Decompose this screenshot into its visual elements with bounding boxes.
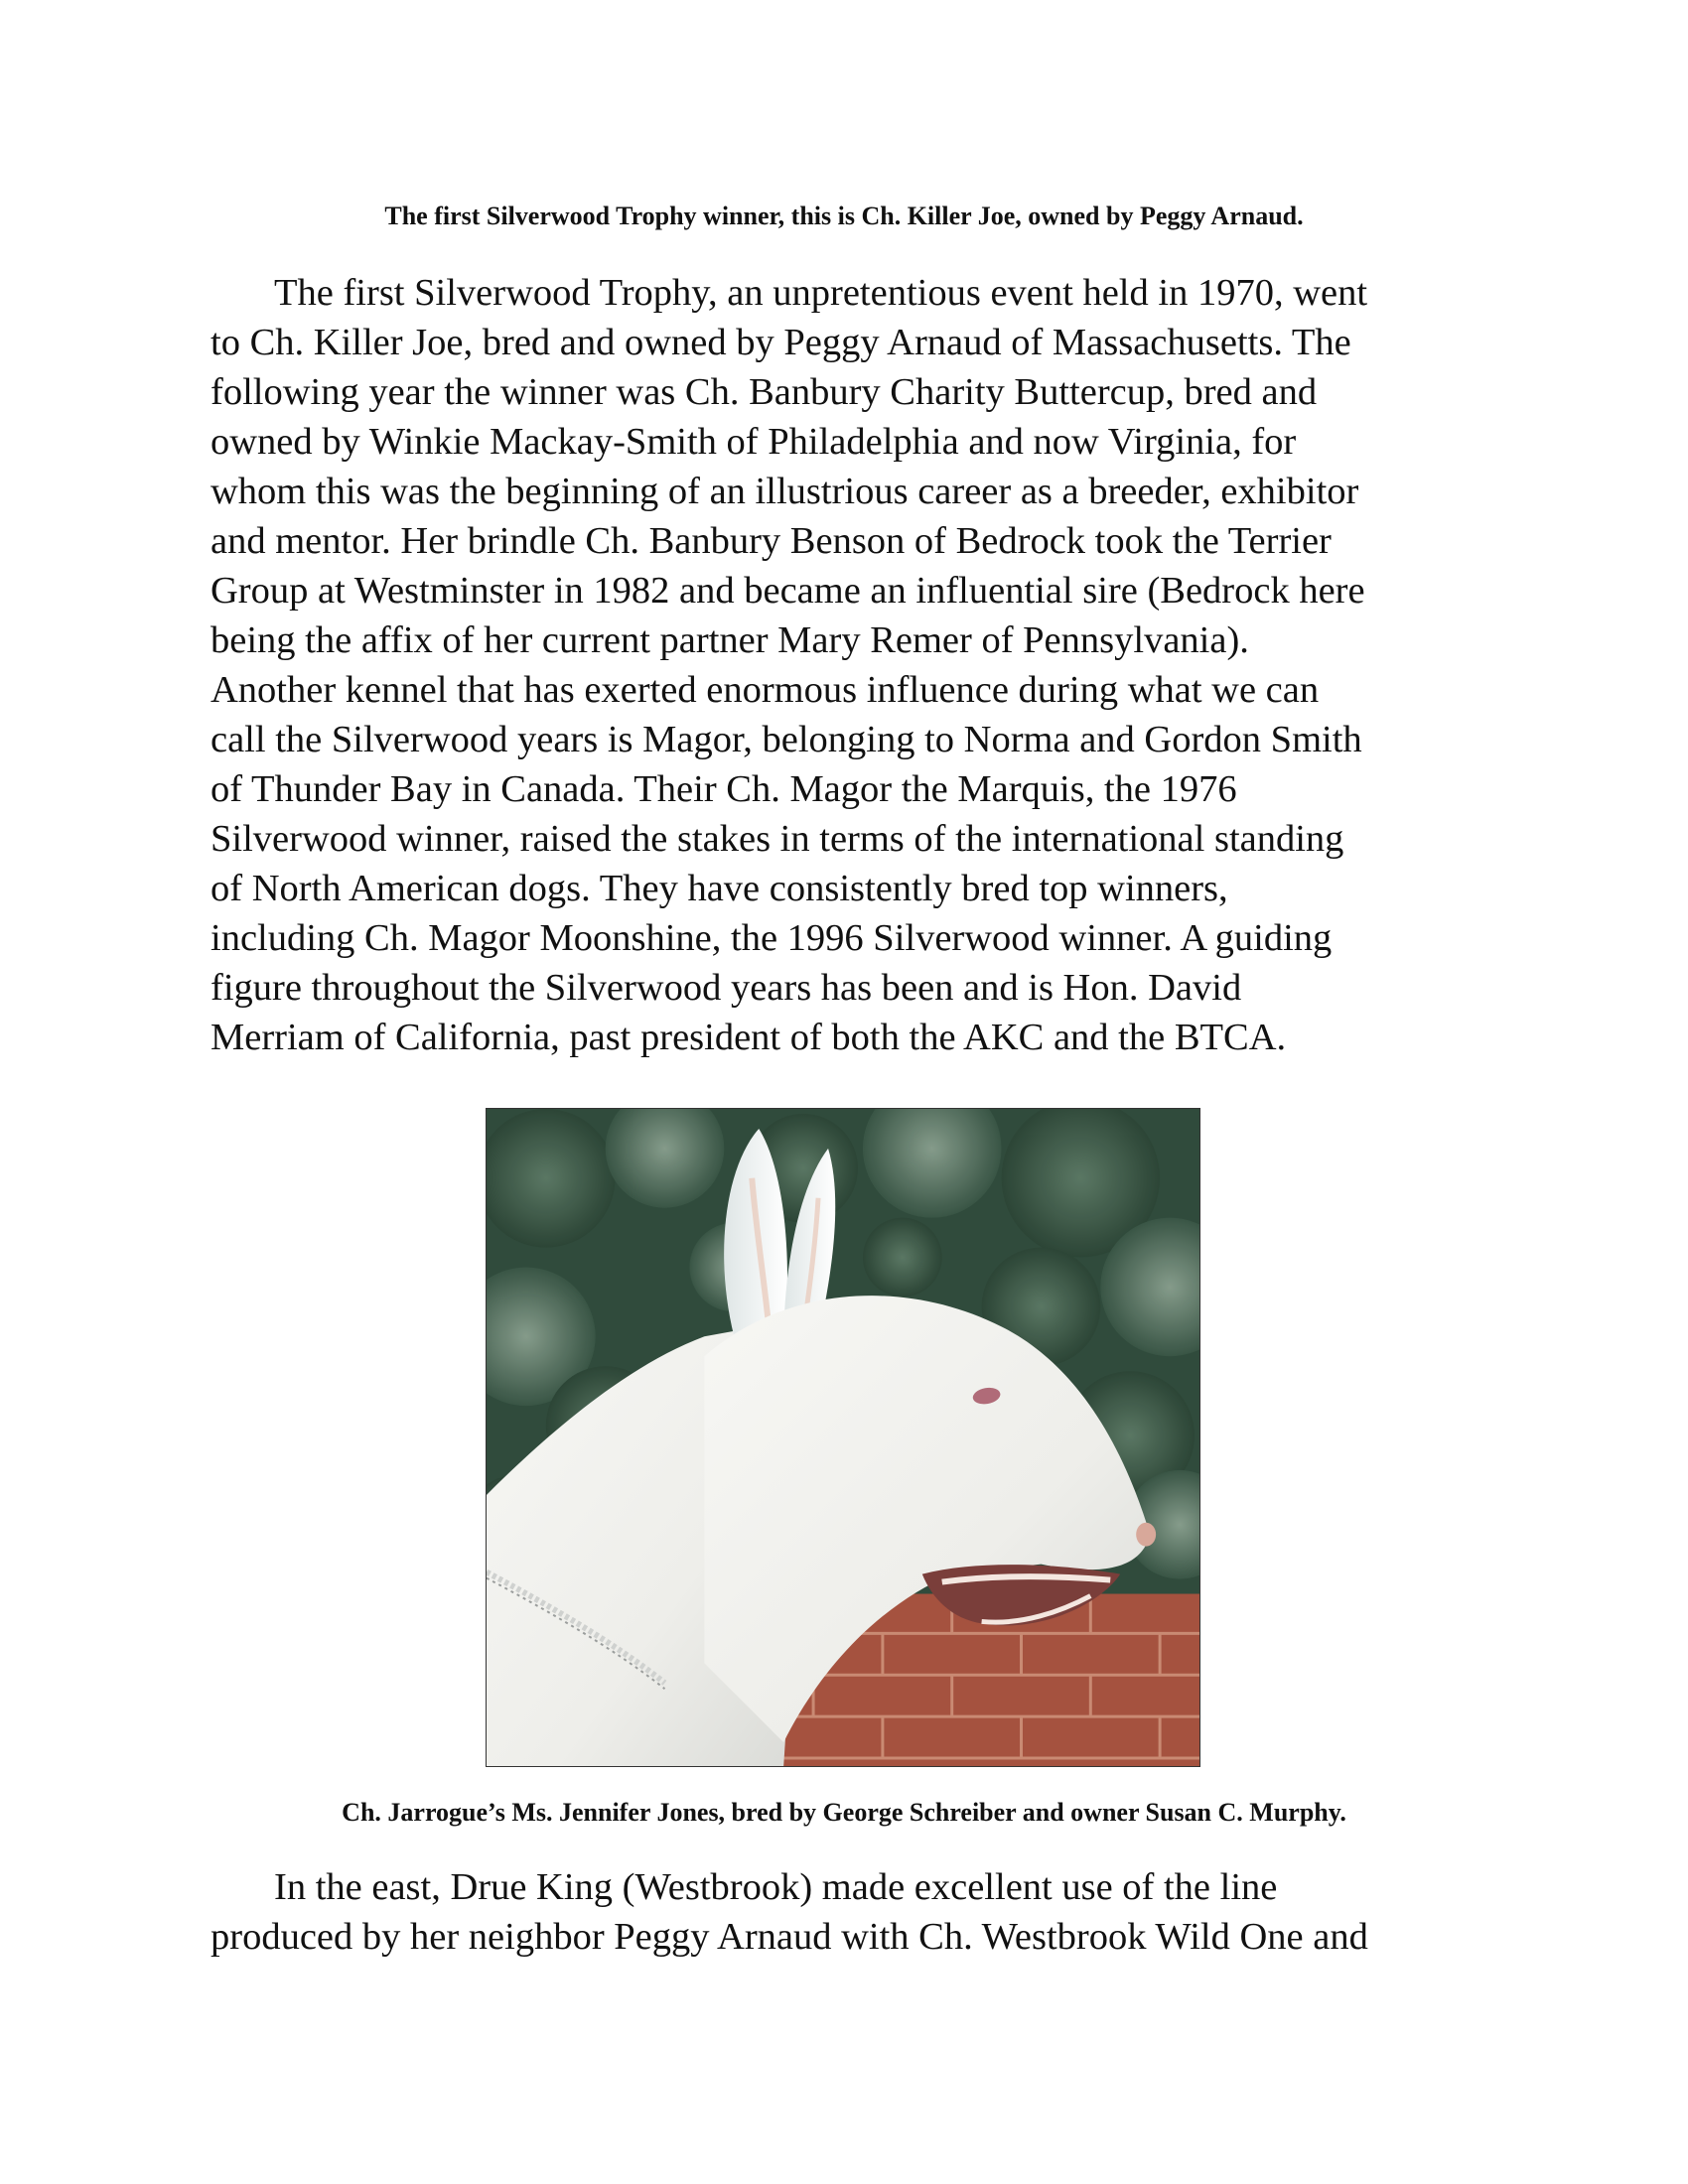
body-paragraph-1 [211, 268, 1491, 1062]
text-line: Another kennel that has exerted enormous influence during what we can [211, 669, 1320, 711]
text-line: including Ch. Magor Moonshine, the 1996 Silverwood winner. A guiding [211, 917, 1333, 959]
dog-nose [1136, 1523, 1156, 1547]
text-line: produced by her neighbor Peggy Arnaud with Ch. Westbrook Wild One and [211, 1916, 1368, 1958]
text-line: of Thunder Bay in Canada. Their Ch. Magor the Marquis, the 1976 [211, 768, 1237, 810]
text-line: figure throughout the Silverwood years has been and is Hon. David [211, 967, 1242, 1009]
text-line: owned by Winkie Mackay-Smith of Philadelphia and now Virginia, for [211, 421, 1297, 463]
text-line: and mentor. Her brindle Ch. Banbury Benson of Bedrock took the Terrier [211, 520, 1332, 562]
figure-caption-bottom: Ch. Jarrogue’s Ms. Jennifer Jones, bred by George Schreiber and owner Susan C. Murphy. [342, 1798, 1346, 1827]
text-line: Silverwood winner, raised the stakes in terms of the international standing [211, 818, 1344, 860]
text-line: call the Silverwood years is Magor, belonging to Norma and Gordon Smith [211, 719, 1362, 760]
text-line: whom this was the beginning of an illustrious career as a breeder, exhibitor [211, 471, 1359, 512]
text-line: The first Silverwood Trophy, an unpretentious event held in 1970, went [274, 272, 1368, 314]
text-line: of North American dogs. They have consistently bred top winners, [211, 868, 1228, 909]
text-line: following year the winner was Ch. Banbury Charity Buttercup, bred and [211, 371, 1318, 413]
body-paragraph-2 [211, 1862, 1491, 1962]
text-line: In the east, Drue King (Westbrook) made excellent use of the line [274, 1866, 1278, 1908]
text-line: Group at Westminster in 1982 and became an influential sire (Bedrock here [211, 570, 1365, 612]
figure-caption-top: The first Silverwood Trophy winner, this is Ch. Killer Joe, owned by Peggy Arnaud. [384, 202, 1304, 230]
dog-portrait-illustration [487, 1109, 1199, 1766]
text-line: being the affix of her current partner Mary Remer of Pennsylvania). [211, 619, 1249, 661]
bull-terrier-photo [486, 1108, 1200, 1767]
text-line: to Ch. Killer Joe, bred and owned by Peggy Arnaud of Massachusetts. The [211, 322, 1351, 363]
text-line: Merriam of California, past president of both the AKC and the BTCA. [211, 1017, 1287, 1058]
